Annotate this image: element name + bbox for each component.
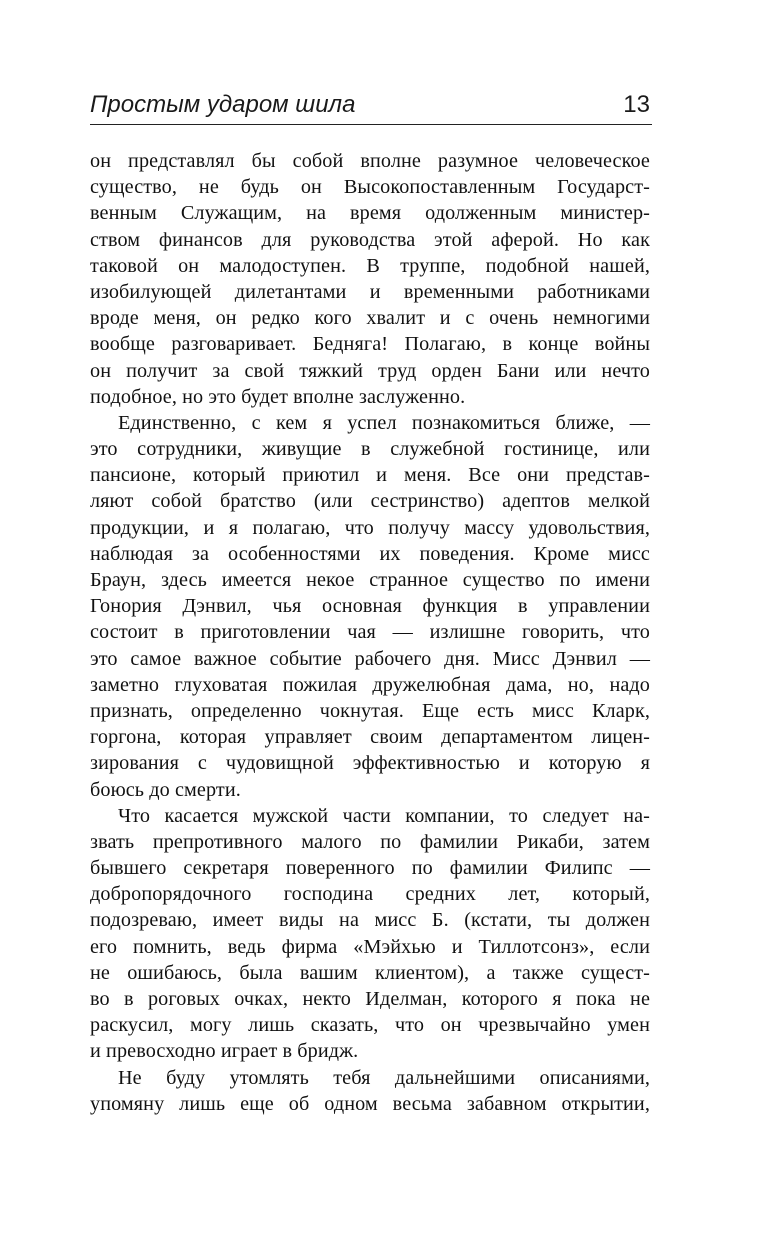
text-line: Что касается мужской части компании, то следует на- [118, 804, 650, 827]
text-line: он получит за свой тяжкий труд орден Бани или нечто [90, 359, 650, 382]
paragraph [90, 803, 650, 1065]
text-line: не ошибаюсь, была вашим клиентом), а также сущест- [90, 961, 650, 984]
paragraph [90, 1065, 650, 1117]
text-line: заметно глуховатая пожилая дружелюбная дама, но, надо [90, 673, 650, 696]
text-line: вроде меня, он редко кого хвалит и с очень немногими [90, 307, 650, 330]
text-line: венным Служащим, на время одолженным министер- [90, 202, 650, 225]
text-line: горгона, которая управляет своим департаментом лицен- [90, 726, 650, 749]
text-line: вообще разговаривает. Бедняга! Полагаю, в конце войны [90, 333, 650, 356]
text-line: это сотрудники, живущие в служебной гостинице, или [90, 438, 650, 461]
text-line: зирования с чудовищной эффективностью и которую я [90, 752, 650, 775]
page-number: 13 [623, 91, 650, 118]
text-line: ством финансов для руководства этой аферой. Но как [90, 228, 650, 251]
text-line: упомяну лишь еще об одном весьма забавном открытии, [90, 1092, 650, 1115]
paragraph [90, 410, 650, 803]
text-line: изобилующей дилетантами и временными работниками [90, 280, 650, 303]
text-line: Не буду утомлять тебя дальнейшими описаниями, [118, 1066, 650, 1089]
text-line: состоит в приготовлении чая — излишне говорить, что [90, 621, 650, 644]
text-line: подобное, но это будет вполне заслуженно. [90, 385, 466, 408]
paragraph [90, 148, 650, 410]
text-line: раскусил, могу лишь сказать, что он чрезвычайно умен [90, 1014, 650, 1037]
text-line: ляют собой братство (или сестринство) адептов мелкой [90, 490, 650, 513]
text-line: он представлял бы собой вполне разумное человеческое [90, 150, 650, 172]
running-title: Простым ударом шила [90, 91, 356, 118]
text-line: пансионе, который приютил и меня. Все они представ- [90, 464, 650, 487]
text-line: добропорядочного господина средних лет, который, [90, 883, 650, 906]
text-line: наблюдая за особенностями их поведения. Кроме мисс [90, 542, 650, 565]
text-line: его помнить, ведь фирма «Мэйхью и Тиллотсонз», если [90, 935, 650, 958]
text-body [90, 148, 650, 1117]
text-line: продукции, и я полагаю, что получу массу удовольствия, [90, 516, 650, 539]
text-line: звать препротивного малого по фамилии Рикаби, затем [90, 830, 650, 853]
text-line: боюсь до смерти. [90, 778, 241, 801]
text-line: Браун, здесь имеется некое странное существо по имени [90, 569, 650, 591]
text-line: таковой он малодоступен. В труппе, подобной нашей, [90, 254, 650, 277]
text-line: подозреваю, имеет виды на мисс Б. (кстати, ты должен [90, 909, 650, 932]
text-line: признать, определенно чокнутая. Еще есть мисс Кларк, [90, 699, 650, 722]
text-line: бывшего секретаря поверенного по фамилии Филипс — [90, 857, 650, 880]
text-line: Единственно, с кем я успел познакомиться ближе, — [118, 411, 650, 434]
text-line: во в роговых очках, некто Иделман, которого я пока не [90, 988, 650, 1010]
text-line: и превосходно играет в бридж. [90, 1040, 359, 1063]
text-line: Гонория Дэнвил, чья основная функция в управлении [90, 595, 650, 618]
text-line: существо, не будь он Высокопоставленным Государст- [90, 176, 650, 199]
running-head [90, 88, 652, 125]
text-line: это самое важное событие рабочего дня. Мисс Дэнвил — [90, 647, 650, 670]
